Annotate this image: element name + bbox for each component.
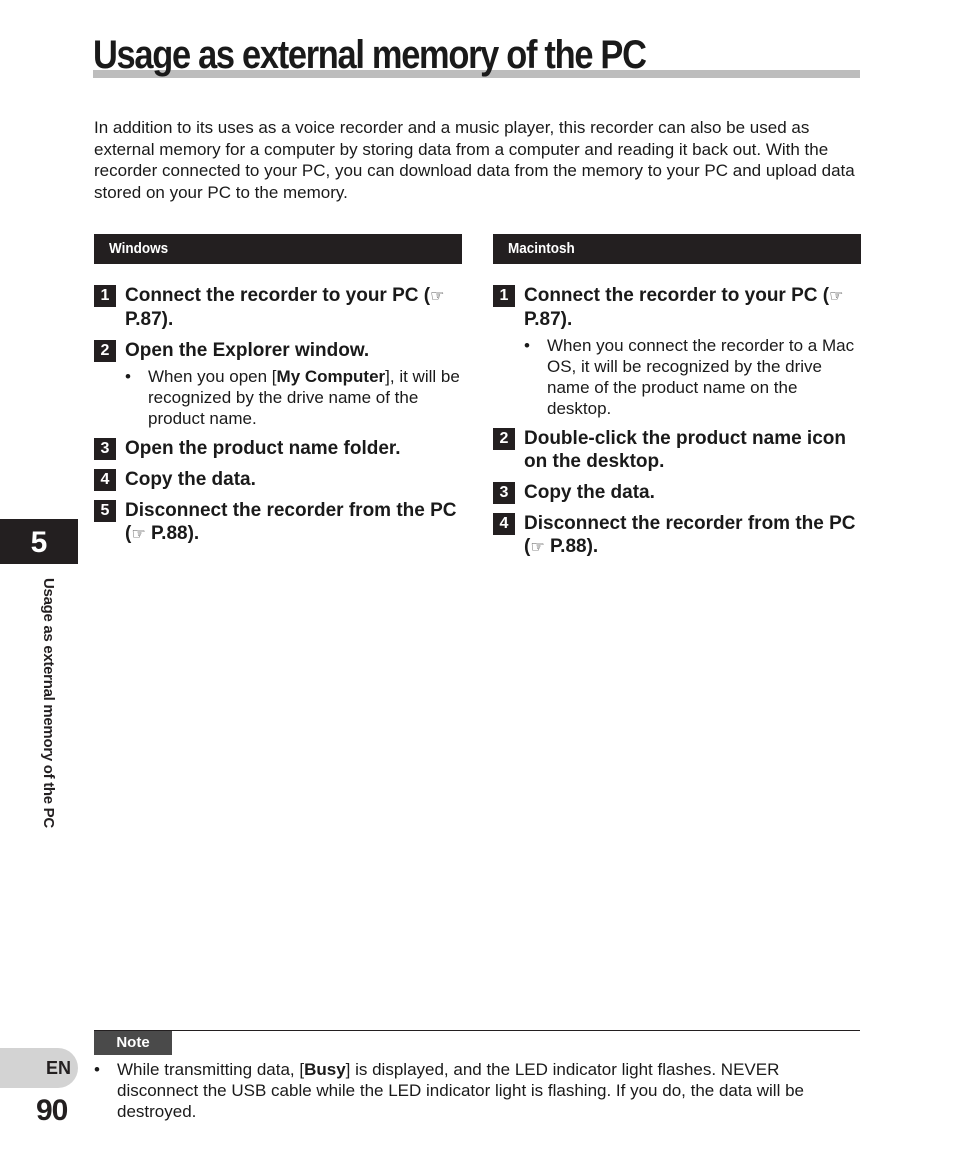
macintosh-step-3: 3 Copy the data. bbox=[493, 481, 861, 504]
windows-heading: Windows bbox=[94, 234, 462, 264]
note-heading: Note bbox=[94, 1031, 172, 1055]
pointing-hand-icon: ☞ bbox=[131, 526, 146, 543]
step-number: 3 bbox=[493, 482, 515, 504]
step-number: 4 bbox=[94, 469, 116, 491]
page-reference: P.87). bbox=[125, 309, 174, 330]
note-bullet: • While transmitting data, [Busy] is displayed, and the LED indicator light flashes. NEVER disconnect the USB cable while the LED indicator light is flashing. If you do, the data will be destroyed. bbox=[94, 1060, 804, 1121]
macintosh-step-2: 2 Double-click the product name icon on the desktop. bbox=[493, 427, 861, 473]
windows-step-2: 2 Open the Explorer window. • When you open [My Computer], it will be recognized by the drive name of the product name. bbox=[94, 339, 462, 429]
bullet-item: • When you connect the recorder to a Mac OS, it will be recognized by the drive name of the product name on the desktop. bbox=[524, 336, 855, 418]
step-number: 5 bbox=[94, 500, 116, 522]
step-number: 1 bbox=[493, 285, 515, 307]
chapter-number-tab: 5 bbox=[0, 519, 78, 564]
macintosh-heading: Macintosh bbox=[493, 234, 861, 264]
windows-step-3: 3 Open the product name folder. bbox=[94, 437, 462, 460]
macintosh-step-1: 1 Connect the recorder to your PC (☞ P.87). • When you connect the recorder to a Mac OS, it will be recognized by the drive name of the product name on the desktop. bbox=[493, 284, 861, 419]
pointing-hand-icon: ☞ bbox=[530, 539, 545, 556]
page-reference: P.87). bbox=[524, 309, 573, 330]
page-reference: P.88). bbox=[549, 536, 599, 557]
chapter-side-label: Usage as external memory of the PC bbox=[40, 578, 57, 828]
macintosh-section bbox=[493, 234, 861, 567]
macintosh-step-4: 4 Disconnect the recorder from the PC (☞ P.88). bbox=[493, 512, 861, 559]
pointing-hand-icon: ☞ bbox=[829, 288, 844, 305]
pointing-hand-icon: ☞ bbox=[430, 288, 445, 305]
windows-step-5: 5 Disconnect the recorder from the PC (☞ P.88). bbox=[94, 499, 462, 546]
page-reference: P.88). bbox=[150, 523, 200, 544]
language-tab: EN bbox=[0, 1048, 78, 1088]
windows-section bbox=[94, 234, 462, 554]
intro-paragraph: In addition to its uses as a voice recorder and a music player, this recorder can also be used as external memory for a computer by storing data from a computer and reading it back out. With the recorder connected to your PC, you can download data from the memory to your PC and upload data stored on your PC to the memory. bbox=[94, 118, 855, 202]
step-number: 3 bbox=[94, 438, 116, 460]
step-number: 1 bbox=[94, 285, 116, 307]
step-number: 2 bbox=[94, 340, 116, 362]
windows-step-4: 4 Copy the data. bbox=[94, 468, 462, 491]
page-number: 90 bbox=[36, 1094, 68, 1127]
note-divider bbox=[94, 1030, 860, 1031]
page-title: Usage as external memory of the PC bbox=[93, 33, 646, 77]
note-body bbox=[94, 1059, 854, 1122]
step-number: 2 bbox=[493, 428, 515, 450]
windows-step-1: 1 Connect the recorder to your PC (☞ P.87). bbox=[94, 284, 462, 331]
step-number: 4 bbox=[493, 513, 515, 535]
bullet-item: • When you open [My Computer], it will be recognized by the drive name of the product name. bbox=[125, 367, 460, 428]
